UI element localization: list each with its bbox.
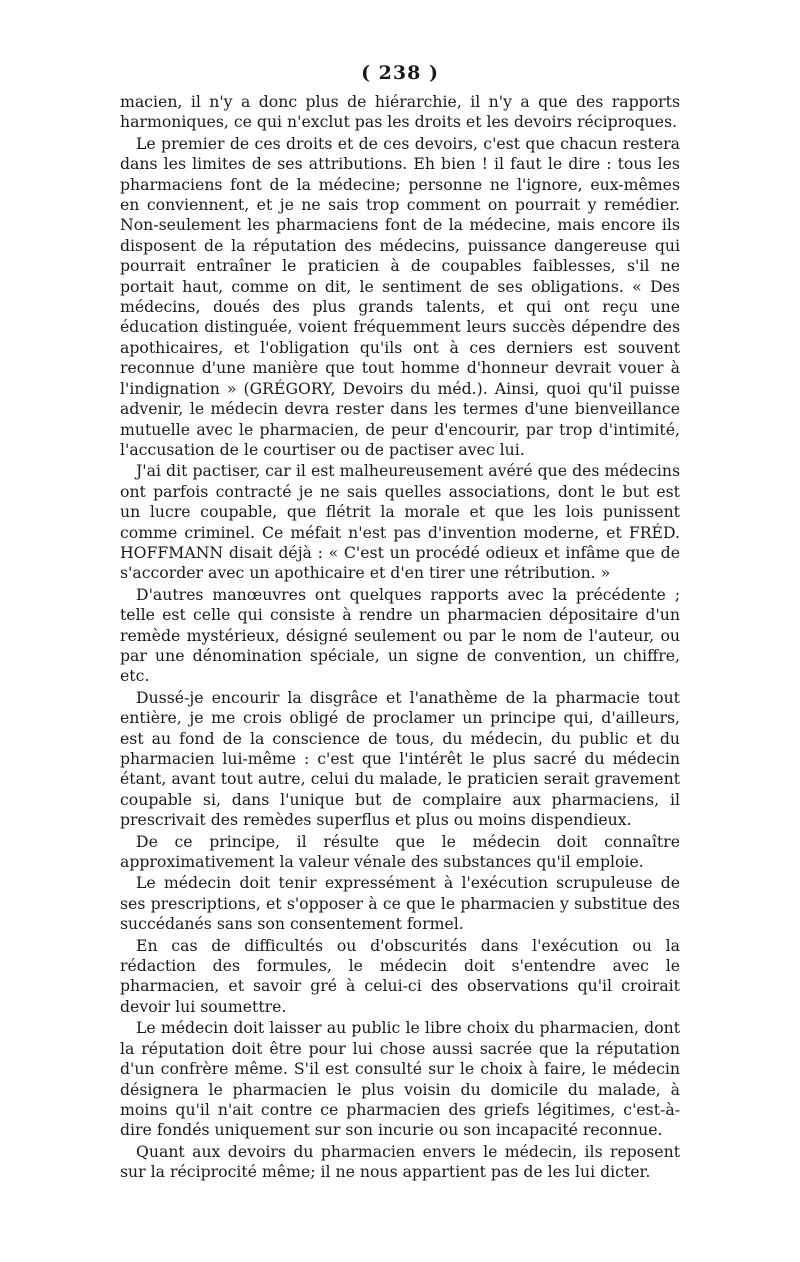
paragraph-libre-choix: Le médecin doit laisser au public le libre choix du pharmacien, dont la réputation doit être pour lui chose aussi sacrée que la réputation d'un confrère même. S'il est consulté sur le choix à faire, le médecin désignera le pharmacien le plus voisin du domicile du malade, à moins qu'il n'ait contre ce pharmacien des griefs légitimes, c'est-à-dire fondés uniquement sur son incurie ou son incapacité reconnue. [120,1018,680,1140]
paragraph-manoeuvres: D'autres manœuvres ont quelques rapports avec la précédente ; telle est celle qui consiste à rendre un pharmacien dépositaire d'un remède mystérieux, désigné seulement ou par le nom de l'auteur, ou par une dénomination spéciale, un signe de convention, un chiffre, etc. [120,584,680,686]
paragraph-pactiser: J'ai dit pactiser, car il est malheureusement avéré que des médecins ont parfois contracté je ne sais quelles associations, dont le but est un lucre coupable, que flétrit la morale et que les lois punissent comme criminel. Ce méfait n'est pas d'invention moderne, et FRÉD. HOFFMANN disait déjà : « C'est un procédé odieux et infâme que de s'accorder avec un apothicaire et d'en tirer une rétribution. » [120,461,680,583]
paragraph-prescriptions: Le médecin doit tenir expressément à l'exécution scrupuleuse de ses prescriptions, et s'opposer à ce que le pharmacien y substitue des succédanés sans son consentement formel. [120,873,680,934]
paragraph-principe: Dussé-je encourir la disgrâce et l'anathème de la pharmacie tout entière, je me crois obligé de proclamer un principe qui, d'ailleurs, est au fond de la conscience de tous, du médecin, du public et du pharmacien lui-même : c'est que l'intérêt le plus sacré du médecin étant, avant tout autre, celui du malade, le praticien serait gravement coupable si, dans l'unique but de complaire aux pharmaciens, il prescrivait des remèdes superflus et plus ou moins dispendieux. [120,687,680,830]
paragraph-devoirs-pharmacien: Quant aux devoirs du pharmacien envers le médecin, ils reposent sur la réciprocité même; il ne nous appartient pas de les lui dicter. [120,1141,680,1182]
paragraph-droits-devoirs: Le premier de ces droits et de ces devoirs, c'est que chacun restera dans les limites de ses attributions. Eh bien ! il faut le dire : tous les pharmaciens font de la médecine; personne ne l'ignore, eux-mêmes en conviennent, et je ne sais trop comment on pourrait y remédier. Non-seulement les pharmaciens font de la médecine, mais encore ils disposent de la réputation des médecins, puissance dangereuse qui pourrait entraîner le praticien à de coupables faiblesses, s'il ne portait haut, comme on dit, le sentiment de ses obligations. « Des médecins, doués des plus grands talents, et qui ont reçu une éducation distinguée, voient fréquemment leurs succès dépendre des apothicaires, et l'obligation qu'ils ont à ces derniers est souvent reconnue d'une manière que tout homme d'honneur devrait vouer à l'indignation » (GRÉGORY, Devoirs du méd.). Ainsi, quoi qu'il puisse advenir, le médecin devra rester dans les termes d'une bienveillance mutuelle avec le pharmacien, de peur d'encourir, par trop d'intimité, l'accusation de le courtiser ou de pactiser avec lui. [120,133,680,459]
paragraph-valeur-venale: De ce principe, il résulte que le médecin doit connaître approximativement la valeur vénale des substances qu'il emploie. [120,831,680,872]
page-number: ( 238 ) [361,62,439,84]
paragraph-continuation: macien, il n'y a donc plus de hiérarchie, il n'y a que des rapports harmoniques, ce qui n'exclut pas les droits et les devoirs réciproques. [120,92,680,132]
paragraph-difficultes: En cas de difficultés ou d'obscurités dans l'exécution ou la rédaction des formules, le médecin doit s'entendre avec le pharmacien, et savoir gré à celui-ci des observations qu'il croirait devoir lui soumettre. [120,935,680,1016]
book-page [120,62,680,1183]
